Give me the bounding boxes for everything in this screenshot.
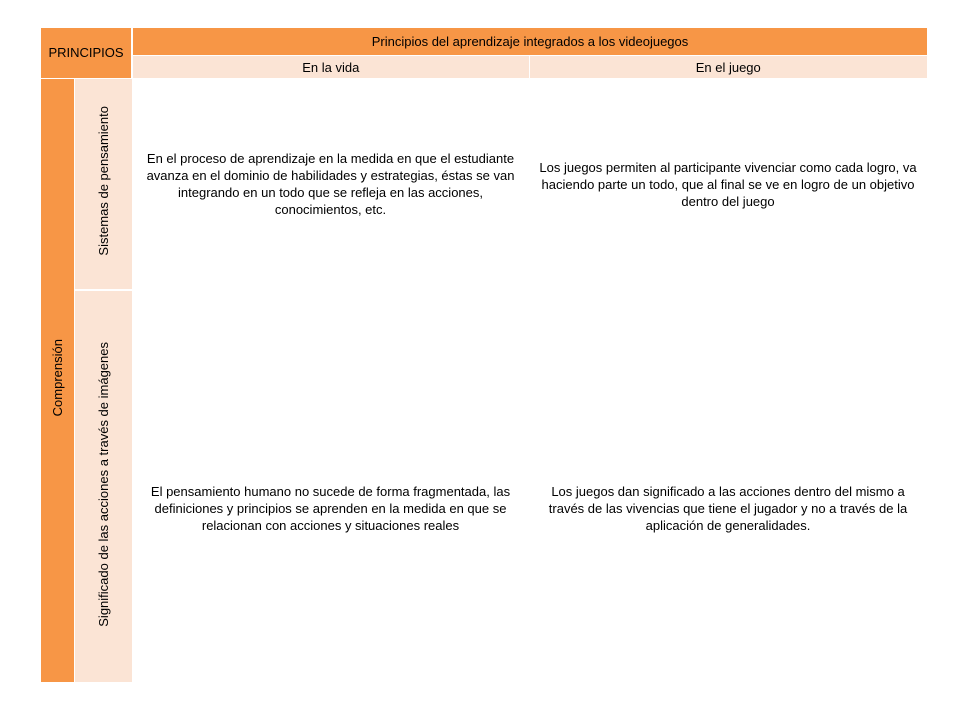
- cell-juego: Los juegos permiten al participante vivenciar como cada logro, va haciendo parte un todo, que al final se ve en logro de un objetivo dentro del juego: [529, 78, 927, 290]
- group-label-cell: [41, 78, 74, 682]
- column-header-juego: [529, 56, 927, 79]
- principles-table: [41, 28, 927, 682]
- table-row: [41, 290, 927, 682]
- column-header-vida-text: En la vida: [302, 59, 360, 75]
- group-label: Comprensión: [49, 339, 65, 417]
- cell-vida: El pensamiento humano no sucede de forma fragmentada, las definiciones y principios se aprenden en la medida en que se relacionan con acciones y situaciones reales: [132, 290, 529, 682]
- cell-juego: Los juegos dan significado a las acciones dentro del mismo a través de las vivencias que tiene el jugador y no a través de la aplicación de generalidades.: [529, 290, 927, 682]
- row-label-cell: [74, 290, 132, 682]
- row-label: Sistemas de pensamiento: [95, 106, 111, 257]
- corner-label: PRINCIPIOS: [48, 45, 124, 61]
- table-title: [132, 28, 927, 56]
- row-label: Significado de las acciones a través de imágenes: [95, 341, 111, 627]
- table-row: [41, 78, 927, 290]
- row-label-cell: [74, 78, 132, 290]
- column-header-juego-text: En el juego: [695, 59, 761, 75]
- column-header-vida: [132, 56, 529, 79]
- table-title-text: Principios del aprendizaje integrados a los videojuegos: [371, 34, 689, 49]
- corner-header: [41, 28, 132, 78]
- cell-vida: En el proceso de aprendizaje en la medida en que el estudiante avanza en el dominio de habilidades y estrategias, éstas se van integrando en un todo que se refleja en las acciones, conocimientos, etc.: [132, 78, 529, 290]
